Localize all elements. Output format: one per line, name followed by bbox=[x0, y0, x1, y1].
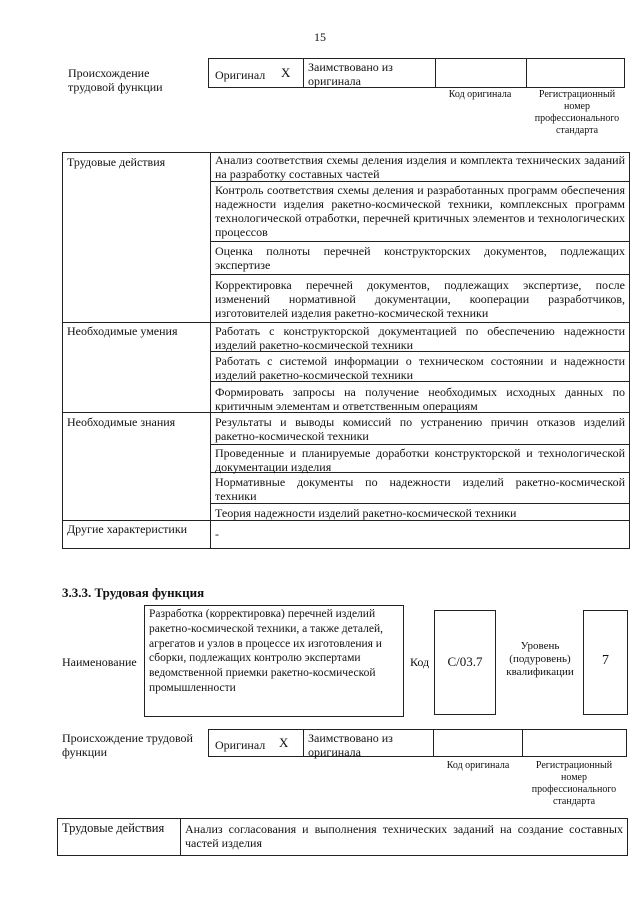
reg-number-caption: Регистрационный номер профессионального стандарта bbox=[531, 760, 617, 807]
code-caption: Код оригинала bbox=[446, 760, 510, 771]
origin-mark: X bbox=[279, 735, 289, 750]
borrowed-label: Заимствовано из оригинала bbox=[308, 60, 393, 88]
knowledge-item: Теория надежности изделий ракетно-космической техники bbox=[215, 506, 517, 520]
actions-label: Трудовые действия bbox=[62, 821, 165, 835]
level-label: Уровень (подуровень) квалификации bbox=[506, 640, 574, 678]
borrowed-label: Заимствовано из оригинала bbox=[308, 731, 393, 759]
skill-item: Работать с системой информации о техническом состоянии и надежности изделий ракетно-космической техники bbox=[215, 354, 625, 382]
origin-label: Происхождение трудовой функции bbox=[68, 66, 163, 94]
page-number: 15 bbox=[314, 30, 326, 44]
level-value: 7 bbox=[602, 653, 609, 668]
origin-label: Происхождение трудовой функции bbox=[62, 731, 193, 759]
code-caption: Код оригинала bbox=[448, 89, 512, 100]
name-label: Наименование bbox=[62, 655, 137, 669]
other-label: Другие характеристики bbox=[67, 522, 188, 536]
knowledge-label: Необходимые знания bbox=[67, 415, 176, 429]
other-value: - bbox=[215, 527, 219, 541]
knowledge-item: Проведенные и планируемые доработки конструкторской и технологической документации изделия bbox=[215, 446, 625, 474]
reg-number-caption: Регистрационный номер профессионального стандарта bbox=[534, 89, 620, 136]
action-item: Контроль соответствия схемы деления и разработанных программ обеспечения надежности изделия ракетно-космической техники, комплексных программ технологической отработки, перечней критичных элементов и технологических процессов bbox=[215, 183, 625, 239]
code-label: Код bbox=[410, 655, 430, 669]
skill-item: Формировать запросы на получение необходимых исходных данных по критичным элементам и ответственным операциям bbox=[215, 385, 625, 413]
origin-mark: X bbox=[281, 65, 291, 80]
knowledge-item: Результаты и выводы комиссий по устранению причин отказов изделий ракетно-космической техники bbox=[215, 415, 625, 443]
action-item: Оценка полноты перечней конструкторских документов, подлежащих экспертизе bbox=[215, 244, 625, 272]
action-item: Корректировка перечней документов, подлежащих экспертизе, после изменений нормативной документации, кооперации разработчиков, изготовителей изделия ракетно-космической техники bbox=[215, 278, 625, 320]
actions-label: Трудовые действия bbox=[67, 155, 166, 169]
original-label: Оригинал bbox=[215, 68, 266, 82]
skill-item: Работать с конструкторской документацией по обеспечению надежности изделий ракетно-космической техники bbox=[215, 324, 625, 352]
knowledge-item: Нормативные документы по надежности изделий ракетно-космической техники bbox=[215, 475, 625, 503]
action-item: Анализ соответствия схемы деления изделия и комплекта технических заданий на разработку составных частей bbox=[215, 153, 625, 181]
skills-label: Необходимые умения bbox=[67, 324, 178, 338]
function-name: Разработка (корректировка) перечней изделий ракетно-космической техники, а также деталей, агрегатов и узлов в процессе их изготовления и сборки, подлежащих контролю экспертами ведомственной приемки ракетно-космической промышленности bbox=[149, 608, 383, 694]
code-value: С/03.7 bbox=[447, 654, 483, 669]
action-item: Анализ согласования и выполнения технических заданий на создание составных частей изделия bbox=[185, 822, 623, 850]
original-label: Оригинал bbox=[215, 738, 266, 752]
section-heading: 3.3.3. Трудовая функция bbox=[62, 585, 205, 600]
